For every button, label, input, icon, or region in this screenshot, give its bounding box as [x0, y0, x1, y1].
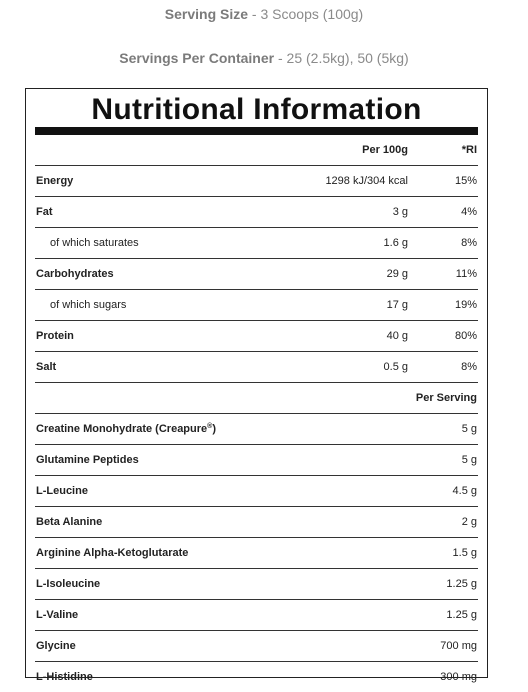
ingredient-value: 1.25 g: [446, 578, 477, 590]
ingredient-value: 5 g: [461, 454, 477, 466]
nutrient-row-fat: [35, 197, 478, 228]
ingredient-value: 4.5 g: [452, 485, 477, 497]
per-100g-header: Per 100g: [362, 144, 408, 156]
ingredient-value: 2 g: [461, 516, 477, 528]
title-divider-bar: [35, 127, 478, 135]
ingredient-row-isoleucine: [35, 569, 478, 600]
ingredient-label: Beta Alanine: [36, 516, 103, 528]
ingredient-value: 5 g: [461, 423, 477, 435]
serving-size: [0, 6, 528, 22]
nutrient-ri: 8%: [461, 361, 477, 373]
ingredient-label: L-Leucine: [36, 485, 88, 497]
table-header-row: [35, 135, 478, 166]
ingredient-label: L-Isoleucine: [36, 578, 101, 590]
nutrient-label: Fat: [36, 206, 53, 218]
per-serving-header-row: [35, 383, 478, 414]
servings-per-container: [0, 50, 528, 66]
ingredient-row-valine: [35, 600, 478, 631]
servings-per-container-label: Servings Per Container: [119, 50, 275, 66]
panel-title: Nutritional Information: [91, 93, 422, 126]
ingredient-value: 1.5 g: [452, 547, 477, 559]
nutrient-row-energy: [35, 166, 478, 197]
ingredient-row-glycine: [35, 631, 478, 662]
nutrient-per100: 3 g: [392, 206, 408, 218]
ingredient-value: 1.25 g: [446, 609, 477, 621]
nutrition-panel: [25, 88, 488, 683]
nutrient-ri: 11%: [455, 268, 477, 280]
ingredient-label: Glutamine Peptides: [36, 454, 139, 466]
per-serving-header: Per Serving: [415, 392, 477, 404]
nutrient-ri: 15%: [454, 175, 477, 187]
ingredient-value: 300 mg: [440, 671, 477, 683]
nutrient-ri: 4%: [461, 206, 477, 218]
serving-size-value: - 3 Scoops (100g): [248, 6, 364, 22]
nutrient-per100: 40 g: [386, 330, 408, 342]
nutrient-label: of which sugars: [50, 299, 127, 311]
ingredient-label-end: ): [212, 423, 216, 435]
nutrient-ri: 8%: [461, 237, 477, 249]
serving-size-label: Serving Size: [164, 6, 249, 22]
nutrient-ri: 80%: [454, 330, 477, 342]
ingredient-row-histidine: [35, 662, 478, 692]
ingredient-label: L-Valine: [36, 609, 79, 621]
servings-per-container-value: - 25 (2.5kg), 50 (5kg): [274, 50, 409, 66]
nutrient-row-sugars: [35, 290, 478, 321]
nutrient-per100: 1.6 g: [383, 237, 408, 249]
nutrient-row-carbohydrates: [35, 259, 478, 290]
nutrient-ri: 19%: [454, 299, 477, 311]
ri-header: *RI: [461, 144, 477, 156]
nutrient-label: of which saturates: [50, 237, 139, 249]
ingredient-value: 700 mg: [440, 640, 477, 652]
nutrient-row-saturates: [35, 228, 478, 259]
ingredient-row-leucine: [35, 476, 478, 507]
ingredient-row-beta-alanine: [35, 507, 478, 538]
ingredient-row-glutamine: [35, 445, 478, 476]
registered-mark: ®: [207, 423, 213, 430]
ingredient-row-arginine: [35, 538, 478, 569]
nutrient-label: Salt: [36, 361, 57, 373]
nutrient-label: Protein: [36, 330, 74, 342]
nutrient-row-protein: [35, 321, 478, 352]
ingredient-label: [36, 414, 216, 444]
nutrient-per100: 29 g: [386, 268, 408, 280]
nutrient-row-salt: [35, 352, 478, 383]
nutrition-table: [35, 135, 478, 692]
nutrient-per100: 17 g: [386, 299, 408, 311]
ingredient-row-creatine: [35, 414, 478, 445]
ingredient-label-text: Creatine Monohydrate (Creapure: [36, 423, 208, 435]
nutrient-label: Carbohydrates: [36, 268, 114, 280]
nutrient-per100: 0.5 g: [383, 361, 408, 373]
nutrient-per100: 1298 kJ/304 kcal: [325, 175, 408, 187]
nutrient-label: Energy: [36, 175, 74, 187]
ingredient-label: Glycine: [36, 640, 76, 652]
ingredient-label: Arginine Alpha-Ketoglutarate: [36, 547, 189, 559]
ingredient-label: L-Histidine: [36, 671, 93, 683]
